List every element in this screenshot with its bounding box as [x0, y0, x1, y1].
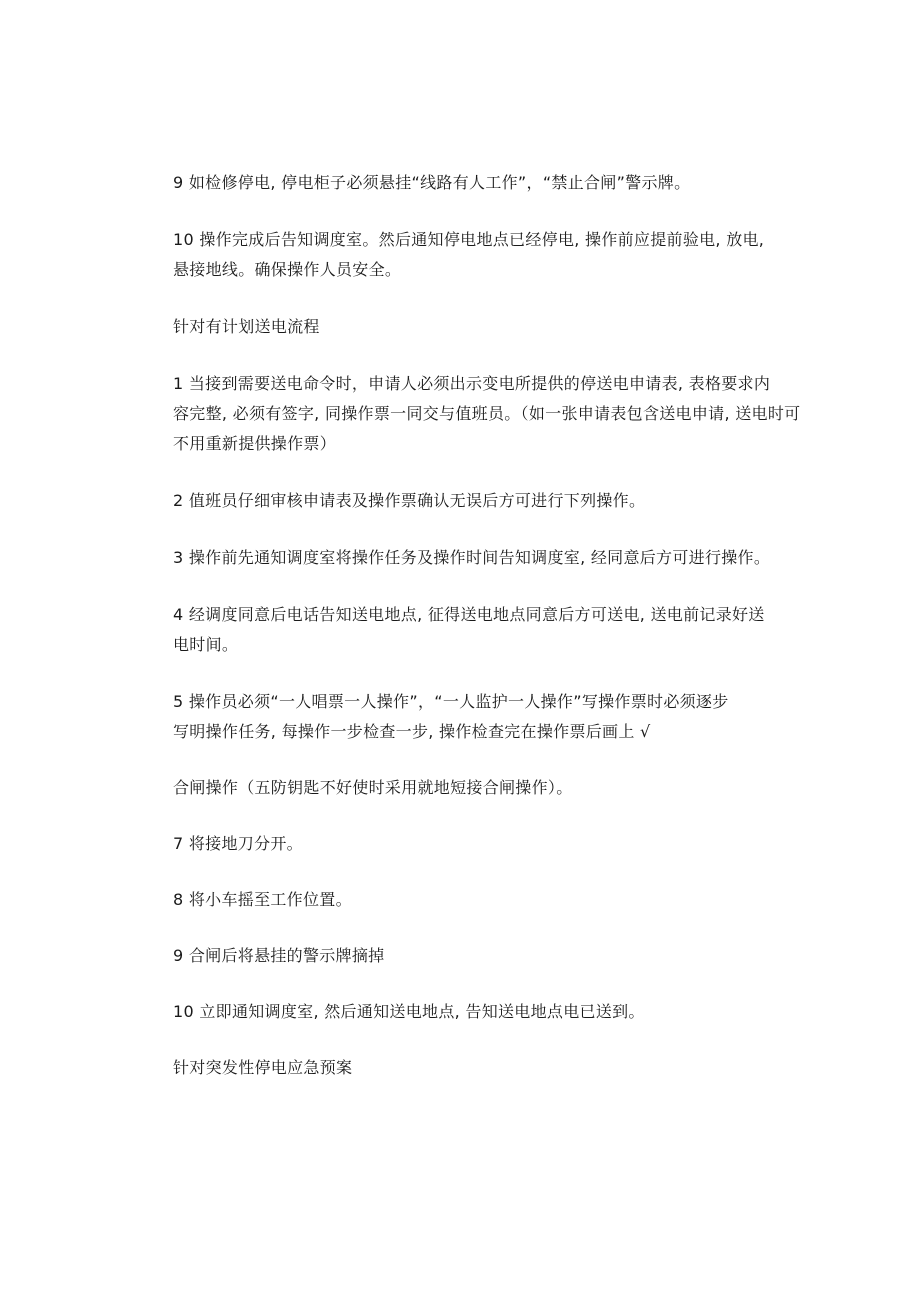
text-line: 不用重新提供操作票） [173, 434, 337, 453]
paragraph-power-on-step-5 [173, 687, 803, 747]
section-heading-emergency-plan [173, 1053, 803, 1083]
text-line: 电时间。 [173, 635, 239, 654]
paragraph-power-on-step-4 [173, 600, 803, 660]
text-line: 10 立即通知调度室, 然后通知送电地点, 告知送电地点电已送到。 [173, 1002, 645, 1021]
document-body [173, 168, 803, 1083]
text-line: 2 值班员仔细审核申请表及操作票确认无误后方可进行下列操作。 [173, 491, 646, 510]
text-line: 写明操作任务, 每操作一步检查一步, 操作检查完在操作票后画上 √ [173, 722, 651, 741]
text-line: 容完整, 必须有签字, 同操作票一同交与值班员。（如一张申请表包含送电申请, 送电时可 [173, 404, 801, 423]
text-line: 3 操作前先通知调度室将操作任务及操作时间告知调度室, 经同意后方可进行操作。 [173, 548, 771, 567]
text-line: 10 操作完成后告知调度室。然后通知停电地点已经停电, 操作前应提前验电, 放电, [173, 230, 765, 249]
paragraph-power-off-step-10 [173, 225, 803, 285]
text-line: 4 经调度同意后电话告知送电地点, 征得送电地点同意后方可送电, 送电前记录好送 [173, 605, 765, 624]
text-line: 5 操作员必须“一人唱票一人操作”，“一人监护一人操作”写操作票时必须逐步 [173, 692, 729, 711]
section-heading-planned-power-on [173, 312, 803, 342]
paragraph-power-on-step-7 [173, 829, 803, 859]
text-line: 针对突发性停电应急预案 [173, 1058, 353, 1077]
paragraph-power-on-step-8 [173, 885, 803, 915]
paragraph-power-on-step-1 [173, 369, 803, 459]
text-line: 悬接地线。确保操作人员安全。 [173, 260, 402, 279]
paragraph-power-on-step-10 [173, 997, 803, 1027]
text-line: 9 合闸后将悬挂的警示牌摘掉 [173, 946, 385, 965]
text-line: 合闸操作（五防钥匙不好使时采用就地短接合闸操作）。 [173, 778, 573, 797]
paragraph-power-off-step-9 [173, 168, 803, 198]
paragraph-power-on-step-9 [173, 941, 803, 971]
text-line: 1 当接到需要送电命令时，申请人必须出示变电所提供的停送电申请表, 表格要求内 [173, 374, 771, 393]
text-line: 8 将小车摇至工作位置。 [173, 890, 352, 909]
paragraph-power-on-step-3 [173, 543, 803, 573]
paragraph-closing-operation [173, 773, 803, 803]
paragraph-power-on-step-2 [173, 486, 803, 516]
text-line: 针对有计划送电流程 [173, 317, 320, 336]
text-line: 7 将接地刀分开。 [173, 834, 303, 853]
text-line: 9 如检修停电, 停电柜子必须悬挂“线路有人工作”，“禁止合闸”警示牌。 [173, 173, 691, 192]
